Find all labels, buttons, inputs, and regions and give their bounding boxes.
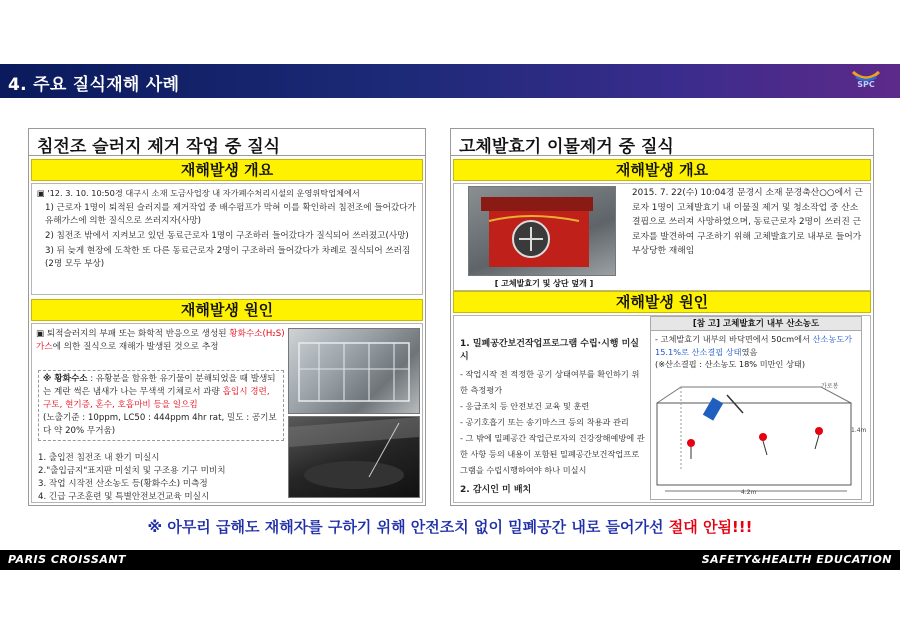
- sludge-tank-photo: [288, 328, 420, 414]
- rescuer-icon: [759, 433, 767, 441]
- oxygen-reference-box: [650, 316, 867, 500]
- right-cause-heading: 재해발생 원인: [453, 291, 871, 313]
- fermenter-icon: [469, 187, 615, 275]
- reference-text: [651, 331, 861, 373]
- reference-oxygen-highlight: 산소농도가 15.1%로 산소결핍 상태: [655, 334, 853, 357]
- tank-interior-photo: [288, 416, 420, 498]
- note-text-a: : 유황분을 함유한 유기물이 분해되었을 때 발생되는 계란 썩은 냄새가 나는 무색색 기체로서 과량: [43, 374, 276, 397]
- cause-1-item-3: - 공기호흡기 또는 송기마스크 등의 착용과 관리: [460, 417, 629, 427]
- note-text-b: (노출기준 : 10ppm, LC50 : 444ppm 4hr rat, 밀도 : 공기보다 약 20% 무거움): [43, 413, 277, 436]
- fermenter-diagram: [651, 375, 861, 497]
- cause-1-title: 1. 밀폐공간보건작업프로그램 수립·시행 미실시: [460, 339, 639, 362]
- gas-name-highlight: 황화수소(H₂S) 가스: [36, 329, 285, 352]
- tank-interior-icon: [289, 417, 419, 497]
- warning-emphasis: 절대 안됨!!!: [668, 518, 753, 536]
- cause-item-3: 3. 작업 시작전 산소농도 등(황화수소) 미측정: [38, 479, 208, 489]
- right-cause-section: [453, 291, 871, 503]
- right-overview-section: [453, 159, 871, 291]
- logo-wave-icon: [851, 68, 881, 82]
- cause-1-item-2: - 응급조치 등 안전보건 교육 및 훈련: [460, 401, 590, 411]
- footer-band: [0, 550, 900, 570]
- left-case-title: 침전조 슬러지 제거 작업 중 질식: [29, 129, 425, 156]
- left-cause-box: [31, 323, 423, 503]
- right-case-panel: [450, 128, 874, 506]
- footer-brand: PARIS CROISSANT: [8, 553, 127, 566]
- header-band: [0, 64, 900, 98]
- logo-text: SPC: [857, 80, 875, 89]
- spc-logo: [846, 68, 886, 94]
- cause-item-4: 4. 긴급 구조훈련 및 특별안전보건교육 미실시: [38, 492, 210, 502]
- right-overview-heading: 재해발생 개요: [453, 159, 871, 181]
- left-overview-heading: 재해발생 개요: [31, 159, 423, 181]
- left-overview-item-3: 3) 뒤 늦게 현장에 도착한 또 다른 동료근로자 2명이 구조하러 들어갔다가 차례로 질식되어 쓰러짐(2명 모두 부상): [45, 246, 411, 269]
- fermenter-photo-caption: [ 고체발효기 및 상단 덮개 ]: [494, 279, 594, 288]
- left-overview-box: [31, 183, 423, 295]
- cause-item-2: 2."출입금지"표지판 미설치 및 구조용 기구 미비치: [38, 466, 226, 476]
- cause-1-item-1: - 작업시작 전 적정한 공기 상태여부를 확인하기 위한 측정평가: [460, 369, 640, 395]
- reference-title: [참 고] 고체발효기 내부 산소농도: [651, 317, 861, 331]
- diagram-bar-label: 가로봉: [821, 383, 839, 390]
- right-cause-box: [453, 315, 871, 503]
- reference-text-a: - 고체발효기 내부의 바닥면에서 50cm에서: [655, 334, 813, 344]
- reference-text-c: (※산소결핍 : 산소농도 18% 미만인 상태): [655, 359, 806, 369]
- victim-icon: [687, 439, 695, 447]
- h2s-note-box: [38, 370, 284, 441]
- cause-2-title: 2. 감시인 미 배치: [460, 485, 532, 495]
- left-overview-section: [31, 159, 423, 295]
- diagram-width-label: 4.2m: [741, 489, 757, 496]
- cause-1-item-4: - 그 밖에 밀폐공간 작업근로자의 건강장해예방에 관한 사항 등의 내용이 포함된 밀폐공간보건작업프로그램을 수립시행하여야 하나 미실시: [460, 433, 645, 475]
- note-star-label: ※ 황화수소: [43, 374, 88, 384]
- page-title: 4. 주요 질식재해 사례: [8, 75, 180, 95]
- tank-structure-icon: [289, 329, 419, 413]
- right-overview-box: [453, 183, 871, 291]
- cause-intro-text-b: 에 의한 질식으로 재해가 발생된 것으로 추정: [52, 342, 219, 352]
- warning-text: ※ 아무리 급해도 재해자를 구하기 위해 안전조치 없이 밀폐공간 내로 들어가선: [147, 518, 669, 536]
- reference-text-b: 였음: [741, 346, 758, 357]
- left-overview-intro: ▣ '12. 3. 10. 10:50경 대구시 소재 도금사업장 내 자가폐수처리시설의 운영위탁업체에서: [37, 188, 360, 198]
- right-case-title: 고체발효기 이물제거 중 질식: [451, 129, 873, 156]
- left-case-panel: [28, 128, 426, 506]
- diagram-height-label: 1.4m: [851, 427, 867, 434]
- right-cause-list: [460, 338, 646, 497]
- warning-message: [0, 516, 900, 537]
- left-cause-section: [31, 299, 423, 503]
- note-red-text: 흡입시 경련, 구토, 현기증, 혼수, 호흡마비 등을 일으킴: [43, 387, 270, 410]
- cause-item-1: 1. 출입전 침전조 내 환기 미실시: [38, 453, 160, 463]
- fermenter-photo: [468, 186, 616, 276]
- right-overview-text: 2015. 7. 22(수) 10:04경 문경시 소재 문경축산○○에서 근로자 1명이 고체발효기 내 이물질 제거 및 청소작업 중 산소결핍으로 쓰러져 사망하였으며, 동료근로자 2명이 쓰러진 근로자를 발견하여 구조하기 위해 고체발효기로 내부로 들어가 부상당한 재해임: [632, 188, 863, 257]
- left-cause-intro: [36, 328, 286, 354]
- footer-subject: SAFETY&HEALTH EDUCATION: [701, 553, 892, 566]
- cause-intro-text-a: ▣ 퇴적슬러지의 부패 또는 화학적 반응으로 생성된: [36, 329, 227, 339]
- left-overview-item-1: 1) 근로자 1명이 퇴적된 슬러지를 제거작업 중 배수펌프가 막혀 이를 확인하러 침전조에 들어갔다가 유해가스에 의한 질식으로 쓰러지자(사망): [45, 203, 416, 226]
- left-cause-heading: 재해발생 원인: [31, 299, 423, 321]
- left-cause-list: [38, 452, 288, 504]
- left-overview-item-2: 2) 침전조 밖에서 지켜보고 있던 동료근로자 1명이 구조하러 들어갔다가 질식되어 쓰러졌고(사망): [45, 231, 409, 241]
